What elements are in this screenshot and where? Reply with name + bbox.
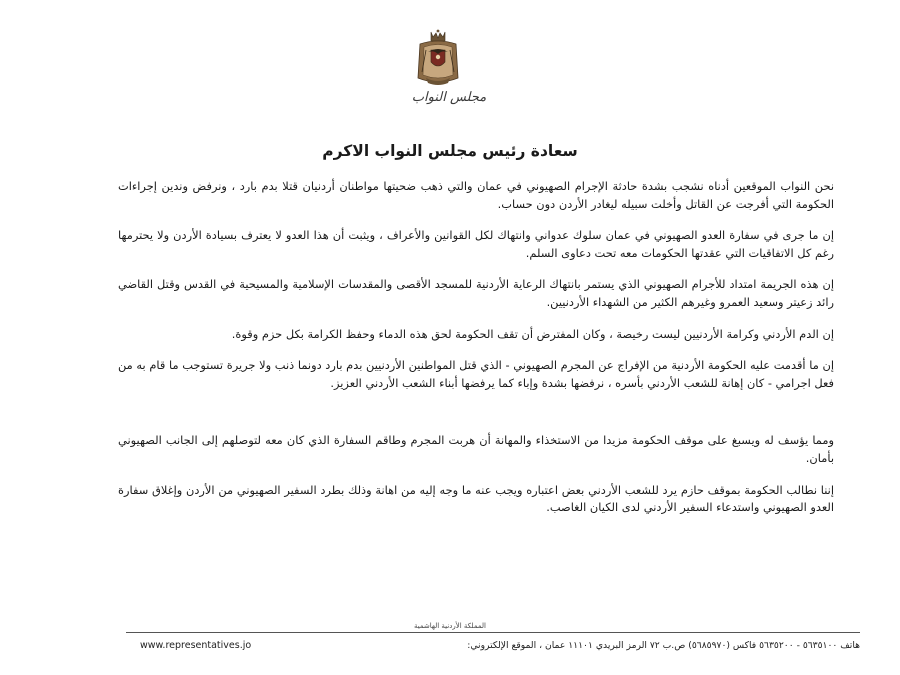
royal-coat-of-arms-icon <box>414 28 462 88</box>
paragraph-5: إن ما أقدمت عليه الحكومة الأردنية من الإفراج عن المجرم الصهيوني - الذي قتل المواطنين الأردنيين بدم بارد دونما ذنب ولا جريرة تستوجب ما قام به من فعل اجرامي - كان إهانة للشعب الأردني بأسره ، نرفضها بشدة وإباء كما يرفضها أبناء الشعب الأردني العزيز. <box>118 358 834 390</box>
letter-body <box>118 178 834 517</box>
paragraph-2: إن ما جرى في سفارة العدو الصهيوني في عمان سلوك عدواني وانتهاك لكل القوانين والأعراف ، ويثبت أن هذا العدو لا يعترف بسيادة الأردن ولا يحترمها رغم كل الاتفاقيات التي عقدتها الحكومات معه تحت دعاوى السلم. <box>118 228 834 260</box>
footer-mark-text: المملكة الأردنية الهاشمية <box>413 622 487 630</box>
paragraph-3: إن هذه الجريمة امتداد للأجرام الصهيوني الذي يستمر بانتهاك الرعاية الأردنية للمسجد الأقصى والمقدسات الإسلامية والمسيحية في القدس وقتل القاضي رائد زعيتر وسعيد العمرو وغيرهم الكثير من الشهداء الأردنيين. <box>118 277 834 309</box>
paragraph-1: نحن النواب الموقعين أدناه نشجب بشدة حادثة الإجرام الصهيوني في عمان والتي ذهب ضحيتها مواطنان أردنيان قتلا بدم بارد ، ونرفض وندين إجراءات الحكومة التي أفرجت عن القاتل وأخلت سبيله ليغادر الأردن دون حساب. <box>118 179 834 211</box>
paragraph-6: ومما يؤسف له ويسبغ على موقف الحكومة مزيدا من الاستخذاء والمهانة أن هربت المجرم وطاقم السفارة الذي كان معه لتوصلهم إلى الجانب الصهيوني بأمان. <box>118 433 834 465</box>
footer-contact-info: هاتف ٥٦٣٥١٠٠ - ٥٦٣٥٢٠٠ فاكس (٥٦٨٥٩٧٠) ص.ب ٧٢ الرمز البريدي ١١١٠١ عمان ، الموقع الإلكتروني: <box>467 640 860 651</box>
footer-website-link[interactable]: www.representatives.jo <box>140 640 252 651</box>
footer-divider <box>126 632 860 633</box>
paragraph-4: إن الدم الأردني وكرامة الأردنيين ليست رخيصة ، وكان المفترض أن تقف الحكومة لحق هذه الدماء وحفظ الكرامة بكل حزم وقوة. <box>231 326 834 341</box>
letter-title: سعادة رئيس مجلس النواب الاكرم <box>322 142 578 160</box>
paragraph-7: إننا نطالب الحكومة بموقف حازم يرد للشعب الأردني بعض اعتباره ويجب عنه ما وجه إليه من اهانة وذلك بطرد السفير الصهيوني من الأردن وإغلاق سفارة العدو الصهيوني واستدعاء السفير الأردني لدى الكيان الغاصب. <box>118 482 834 515</box>
footer-logo-mark <box>380 617 520 631</box>
letterhead-org-name: مجلس النواب <box>411 90 487 105</box>
